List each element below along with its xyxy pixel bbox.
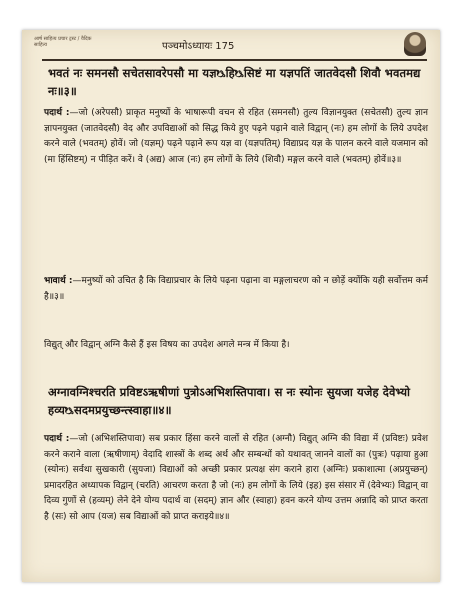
book-page [22, 30, 440, 582]
padarth-text: —जो (अरेपसौ) प्राकृत मनुष्यों के भाषारूपी वचन से रहित (समनसौ) तुल्य विज्ञानयुक्त (सचेतसौ) तुल्य ज्ञान ज्ञापनयुक्त (जातवेदसौ) वेद और उपविद्याओं को सिद्ध किये हुए पढ़ने पढ़ाने वाले विद्वान् (नः) हम लोगों के लिये उपदेश करने वाले (भवतम्) होवें। जो (यज्ञम्) पढ़ने पढ़ाने रूप यज्ञ वा (यज्ञपतिम्) विद्याप्रद यज्ञ के पालन करने वाले यजमान को (मा हिंसिष्टम्) न पीड़ित करें। वे (अद्य) आज (नः) हम लोगों के लिये (शिवौ) मङ्गल करने वाले (भवतम्) होवें॥३॥ [44, 108, 428, 165]
padarth-paragraph-4 [44, 432, 428, 526]
bhavarth-text: —मनुष्यों को उचित है कि विद्याप्रचार के लिये पढ़ना पढ़ाना वा मङ्गलाचरण को न छोड़ें क्योंकि यही सर्वोत्तम कर्म है॥३॥ [44, 276, 428, 302]
header-divider [42, 59, 427, 61]
padarth-label: पदार्थ : [44, 108, 70, 118]
page-header [22, 30, 440, 60]
bhavarth-label: भावार्थ : [44, 276, 73, 286]
mantra-4: अग्नावग्निश्चरति प्रविष्टऽऋषीणां पुत्रोऽअभिशस्तिपावा। स नः स्योनः सुयजा यजेह देवेभ्यो हव्यᳬसदमप्रयुच्छन्त्स्वाहा॥४॥ [48, 385, 411, 417]
chapter-heading-page-number: पञ्चमोऽध्यायः 175 [162, 41, 235, 52]
padarth-paragraph-3 [44, 106, 428, 168]
padarth-text: —जो (अभिशस्तिपावा) सब प्रकार हिंसा करने वालों से रहित (अग्नौ) विद्युत् अग्नि की विद्या में (प्रविष्टः) प्रवेश करने कराने वाला (ऋषीणाम्) वेदादि शास्त्रों के शब्द अर्थ और सम्बन्धों को यथावत् जानने वालों का (पुत्रः) पढ़ाया हुआ (स्योनः) सर्वथा सुखकारी (सुयजा) विद्याओं को अच्छी प्रकार प्रत्यक्ष संग कराने हारा (अग्निः) प्रकाशात्मा (अप्रयुच्छन्) प्रमादरहित अध्यापक विद्वान् (चरति) आचरण करता है जो (नः) हम लोगों के लिये (इह) इस संसार में (देवेभ्यः) विद्वान् वा दिव्य गुणों से (हव्यम्) लेने देने योग्य पदार्थ वा (सदम्) ज्ञान और (स्वाहा) हवन करने योग्य उत्तम अन्नादि को प्राप्त करता है (सः) सो आप (यज) सब विद्याओं को प्राप्त कराइये॥४॥ [44, 434, 428, 522]
mantra-3: भवतं नः समनसौ सचेतसावरेपसौ मा यज्ञᳬहिᳬसिष्टं मा यज्ञपतिं जातवेदसौ शिवौ भवतमद्य नः॥३॥ [48, 66, 421, 98]
topic-introduction: विद्युत् और विद्वान् अग्नि कैसे हैं इस विषय का उपदेश अगले मन्त्र में किया है। [44, 340, 290, 350]
bhavarth-paragraph-3 [44, 274, 428, 305]
publisher-logo-text: आर्ष साहित्य प्रचार ट्रस्ट / वैदिक साहित्य [34, 36, 92, 48]
padarth-label: पदार्थ : [44, 434, 70, 444]
author-portrait-image [404, 32, 426, 56]
